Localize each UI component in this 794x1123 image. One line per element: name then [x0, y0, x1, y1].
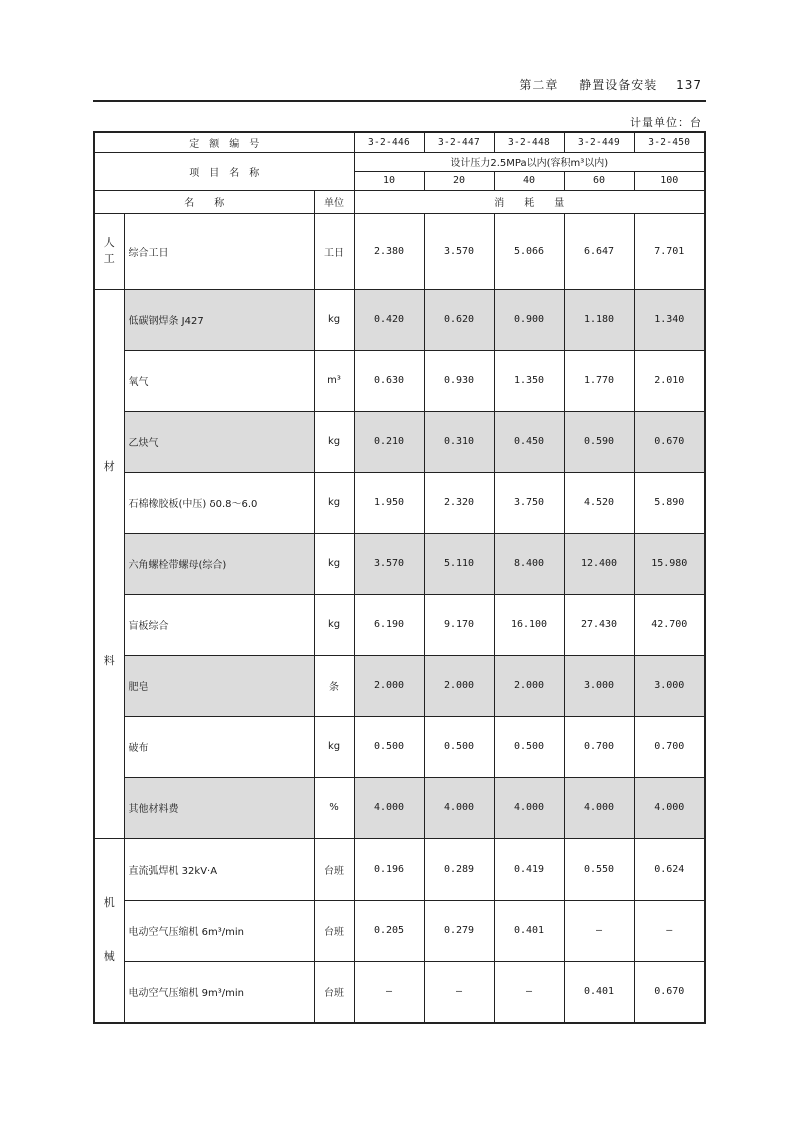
- item-value: 1.180: [564, 289, 634, 350]
- item-unit: 台班: [314, 961, 354, 1023]
- item-value: 2.320: [424, 472, 494, 533]
- volume-value: 20: [424, 171, 494, 190]
- category-labor: 人 工: [94, 213, 124, 289]
- item-value: 1.340: [634, 289, 705, 350]
- item-value: —: [354, 961, 424, 1023]
- volume-value: 100: [634, 171, 705, 190]
- item-value: 3.570: [354, 533, 424, 594]
- item-value: 0.196: [354, 838, 424, 900]
- item-value: 4.000: [634, 777, 705, 838]
- item-value: 4.000: [564, 777, 634, 838]
- item-value: 0.205: [354, 900, 424, 961]
- item-name: 乙炔气: [124, 411, 314, 472]
- quota-code-row: [94, 132, 705, 152]
- item-name: 低碳钢焊条 J427: [124, 289, 314, 350]
- category-material: 材 料: [94, 289, 124, 838]
- item-value: 0.700: [564, 716, 634, 777]
- page-number: 137: [676, 78, 702, 92]
- item-name: 直流弧焊机 32kV·A: [124, 838, 314, 900]
- item-value: 27.430: [564, 594, 634, 655]
- item-name: 盲板综合: [124, 594, 314, 655]
- material-row: [94, 655, 705, 716]
- item-value: 0.590: [564, 411, 634, 472]
- item-value: —: [564, 900, 634, 961]
- item-value: 0.620: [424, 289, 494, 350]
- item-value: 0.700: [634, 716, 705, 777]
- item-unit: 台班: [314, 900, 354, 961]
- item-value: 8.400: [494, 533, 564, 594]
- item-name-label: 项 目 名 称: [94, 152, 354, 190]
- chapter-label: 第二章: [519, 78, 559, 92]
- item-name: 电动空气压缩机 6m³/min: [124, 900, 314, 961]
- volume-value: 40: [494, 171, 564, 190]
- item-name: 肥皂: [124, 655, 314, 716]
- material-row: [94, 289, 705, 350]
- item-value: 0.420: [354, 289, 424, 350]
- item-value: 9.170: [424, 594, 494, 655]
- item-value: 3.000: [564, 655, 634, 716]
- item-value: 0.624: [634, 838, 705, 900]
- unit-column-header: 单位: [314, 190, 354, 213]
- item-value: 4.000: [354, 777, 424, 838]
- item-value: 2.000: [354, 655, 424, 716]
- item-value: 3.000: [634, 655, 705, 716]
- item-value: —: [424, 961, 494, 1023]
- item-unit: 工日: [314, 213, 354, 289]
- material-row: [94, 472, 705, 533]
- labor-row: [94, 213, 705, 289]
- column-header-row: [94, 190, 705, 213]
- item-value: 0.500: [354, 716, 424, 777]
- item-name: 石棉橡胶板(中压) δ0.8～6.0: [124, 472, 314, 533]
- item-value: 6.647: [564, 213, 634, 289]
- material-row: [94, 594, 705, 655]
- item-value: 5.110: [424, 533, 494, 594]
- item-value: 3.750: [494, 472, 564, 533]
- quota-no-label: 定 额 编 号: [94, 132, 354, 152]
- item-value: 2.380: [354, 213, 424, 289]
- item-unit: 条: [314, 655, 354, 716]
- item-value: 15.980: [634, 533, 705, 594]
- page-header: [519, 76, 702, 93]
- consumption-header: 消 耗 量: [354, 190, 705, 213]
- item-value: —: [494, 961, 564, 1023]
- material-row: [94, 411, 705, 472]
- item-value: 0.401: [494, 900, 564, 961]
- item-value: —: [634, 900, 705, 961]
- item-unit: kg: [314, 594, 354, 655]
- quota-table: [93, 131, 706, 1024]
- item-name: 六角螺栓带螺母(综合): [124, 533, 314, 594]
- item-value: 1.950: [354, 472, 424, 533]
- item-value: 0.289: [424, 838, 494, 900]
- material-row: [94, 533, 705, 594]
- machinery-row: [94, 900, 705, 961]
- item-unit: m³: [314, 350, 354, 411]
- item-value: 0.930: [424, 350, 494, 411]
- section-title: 静置设备安装: [579, 78, 658, 92]
- item-value: 1.350: [494, 350, 564, 411]
- item-unit: 台班: [314, 838, 354, 900]
- item-value: 0.419: [494, 838, 564, 900]
- item-value: 2.010: [634, 350, 705, 411]
- material-row: [94, 777, 705, 838]
- item-value: 0.500: [424, 716, 494, 777]
- item-value: 6.190: [354, 594, 424, 655]
- quota-code: 3-2-447: [424, 132, 494, 152]
- item-value: 5.890: [634, 472, 705, 533]
- item-value: 4.520: [564, 472, 634, 533]
- item-unit: kg: [314, 472, 354, 533]
- item-name: 破布: [124, 716, 314, 777]
- item-value: 0.401: [564, 961, 634, 1023]
- machinery-row: [94, 838, 705, 900]
- material-row: [94, 350, 705, 411]
- item-value: 2.000: [494, 655, 564, 716]
- item-value: 16.100: [494, 594, 564, 655]
- item-value: 0.210: [354, 411, 424, 472]
- volume-value: 60: [564, 171, 634, 190]
- category-machinery: 机 械: [94, 838, 124, 1023]
- item-value: 0.550: [564, 838, 634, 900]
- quota-code: 3-2-449: [564, 132, 634, 152]
- item-name: 电动空气压缩机 9m³/min: [124, 961, 314, 1023]
- item-name: 综合工日: [124, 213, 314, 289]
- quota-code: 3-2-450: [634, 132, 705, 152]
- item-value: 7.701: [634, 213, 705, 289]
- item-value: 5.066: [494, 213, 564, 289]
- item-value: 3.570: [424, 213, 494, 289]
- item-value: 0.279: [424, 900, 494, 961]
- item-value: 12.400: [564, 533, 634, 594]
- machinery-row: [94, 961, 705, 1023]
- item-value: 0.500: [494, 716, 564, 777]
- unit-note: 计量单位：台: [630, 116, 702, 129]
- item-value: 4.000: [424, 777, 494, 838]
- item-value: 0.630: [354, 350, 424, 411]
- item-unit: kg: [314, 411, 354, 472]
- item-unit: kg: [314, 533, 354, 594]
- item-value: 0.450: [494, 411, 564, 472]
- quota-code: 3-2-448: [494, 132, 564, 152]
- name-column-header: 名 称: [94, 190, 314, 213]
- item-unit: kg: [314, 289, 354, 350]
- spec-header: 设计压力2.5MPa以内(容积m³以内): [354, 152, 705, 171]
- quota-code: 3-2-446: [354, 132, 424, 152]
- item-value: 0.900: [494, 289, 564, 350]
- item-unit: kg: [314, 716, 354, 777]
- item-value: 0.310: [424, 411, 494, 472]
- item-value: 0.670: [634, 961, 705, 1023]
- item-name: 其他材料费: [124, 777, 314, 838]
- spec-row: [94, 152, 705, 171]
- item-value: 2.000: [424, 655, 494, 716]
- item-value: 42.700: [634, 594, 705, 655]
- header-rule: [93, 100, 706, 102]
- item-value: 0.670: [634, 411, 705, 472]
- item-value: 4.000: [494, 777, 564, 838]
- item-name: 氧气: [124, 350, 314, 411]
- volume-value: 10: [354, 171, 424, 190]
- material-row: [94, 716, 705, 777]
- item-unit: %: [314, 777, 354, 838]
- item-value: 1.770: [564, 350, 634, 411]
